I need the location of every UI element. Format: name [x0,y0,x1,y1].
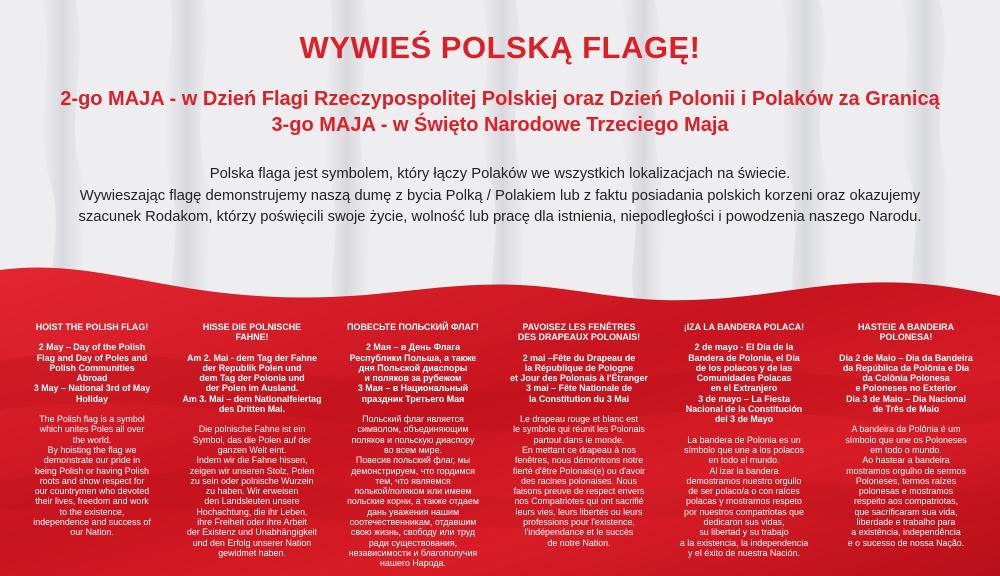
subtitle-may-3: 3-go MAJA - w Święto Narodowe Trzeciego Maja [271,114,729,136]
column-heading: ¡IZA LA BANDERA POLACA! [683,322,805,332]
column-body: Die polnische Fahne ist ein Symbol, das die Polen auf der ganzen Welt eint. Indem wir die Fahne hissen, zeigen wir unseren Stolz, Polen zu sein oder polnische Wurzeln zu haben. Wir erweisen den Landsleuten unsere Hochachtung, die ihr Leben, ihre Freiheit oder ihre Arbeit der Existenz und Unabhängigkeit und den Erfolg unserer Nation gewidmet haben. [186,424,318,558]
column-dates: 2 May – Day of the Polish Flag and Day of Poles and Polish Communities Abroad 3 May – National 3rd of May Holiday [33,342,151,404]
intro-line-1: Polska flaga jest symbolem, który łączy Polaków we wszystkich lokalizacjach na świecie. [209,166,791,182]
column-dates: 2 mai –Fête du Drapeau de la République de Pologne et Jour des Polonais à l'Étranger 3 mai – Fête Nationale de la Constitution du 3 Mai [510,352,648,404]
intro-line-2: Wywieszając flagę demonstrujemy naszą dumę z bycia Polką / Polakiem lub z faktu posiadania polskich korzeni oraz okazujemy [79,188,921,204]
column-body: The Polish flag is a symbol which unites Poles all over the world. By hoisting the flag we demonstrate our pride in being Polish or having Polish roots and show respect for our countrymen who devoted their lives, freedom and work to the existence, independence and success of our Nation. [33,414,151,538]
column-body: A bandeira da Polônia é um símbolo que une os Poloneses em todo o mundo. Ao hastear a bandeira mostramos orgulho de sermos Poloneses, termos raízes polonesas e mostramos respeito aos compatriotas, que sacrificaram sua vida, liberdade e trabalho para a existência, independência e o sucesso de nossa Nação. [845,424,967,548]
column-dates: Am 2. Mai - dem Tag der Fahne der Republik Polen und dem Tag der Polonia und der Polen im Ausland. Am 3. Mai – dem Nationalfeiertag des Dritten Mai. [182,352,322,415]
column-german [178,322,326,558]
column-body: Польский флаг является символом, объединяющим поляков и польскую диаспору во всем мире. Повесив польский флаг, мы демонстрируем, что гордимся тем, что являемся полькой/поляком или имеем польские корни, а также отдаем дань уважения нашим соотечественникам, отдавшим свою жизнь, свободу или труд ради существования, независимости и благополучия нашего Народа. [347,414,479,569]
column-heading: HASTEIE A BANDEIRA POLONESA! [858,322,954,343]
column-dates: Dia 2 de Maio – Dia da Bandeira da República da Polônia e Dia da Colônia Polonesa e Poloneses no Exterior Dia 3 de Maio – Dia Nacional de Três de Maio [839,352,973,415]
column-portuguese [832,322,980,548]
column-heading: ПОВЕСЬТЕ ПОЛЬСКИЙ ФЛАГ! [347,322,479,332]
column-russian [339,322,487,569]
column-french [505,322,653,548]
column-english [18,322,166,538]
intro-line-3: szacunek Rodakom, którzy poświęcili swoje życie, wolność lub pracę dla istnienia, niepodległości i powodzenia naszego Narodu. [78,209,922,225]
column-body: Le drapeau rouge et blanc est le symbole qui réunit les Polonais partout dans le monde. En mettant ce drapeau à nos fenêtres, nous démontrons notre fierté d'être Polonais(e) ou d'avoir des racines polonaises. Nous faisons preuve de respect envers nos Compatriotes qui ont sacrifié leurs vies, leurs libertés ou leurs professions pour l'existence, l'indépendance et le succès de notre Nation. [512,414,646,548]
column-heading: HISSE DIE POLNISCHE FAHNE! [202,322,302,343]
subtitle-may-2: 2-go MAJA - w Dzień Flagi Rzeczypospolitej Polskiej oraz Dzień Polonii i Polaków za Granicą [60,88,940,110]
page-title: WYWIEŚ POLSKĄ FLAGĘ! [299,30,701,65]
column-body: La bandera de Polonia es un símbolo que une a los polacos en todo el mundo. Al izar la bandera demostramos nuestro orgullo de ser polaco/a o con raíces polacas y mostramos respeto por nuestros compatriotas que dedicaron sus vidas, su libertad y su trabajo a la existencia, la independencia y el éxito de nuestra Nación. [679,434,809,558]
column-dates: 2 de mayo - El Día de la Bandera de Polonia, el Día de los polacos y de las Comunidades Polacas en el Extranjero 3 de mayo – La Fiesta Nacional de la Constitución del 3 de Mayo [685,342,803,425]
column-dates: 2 Мая – в День Флага Республики Польша, а также дня Польской диаспоры и поляков за рубежом 3 Мая – в Национальный праздник Третьего Мая [349,342,477,404]
column-heading: PAVOISEZ LES FENÊTRES DES DRAPEAUX POLONAIS! [517,322,641,343]
column-spanish [670,322,818,558]
column-heading: HOIST THE POLISH FLAG! [35,322,149,332]
